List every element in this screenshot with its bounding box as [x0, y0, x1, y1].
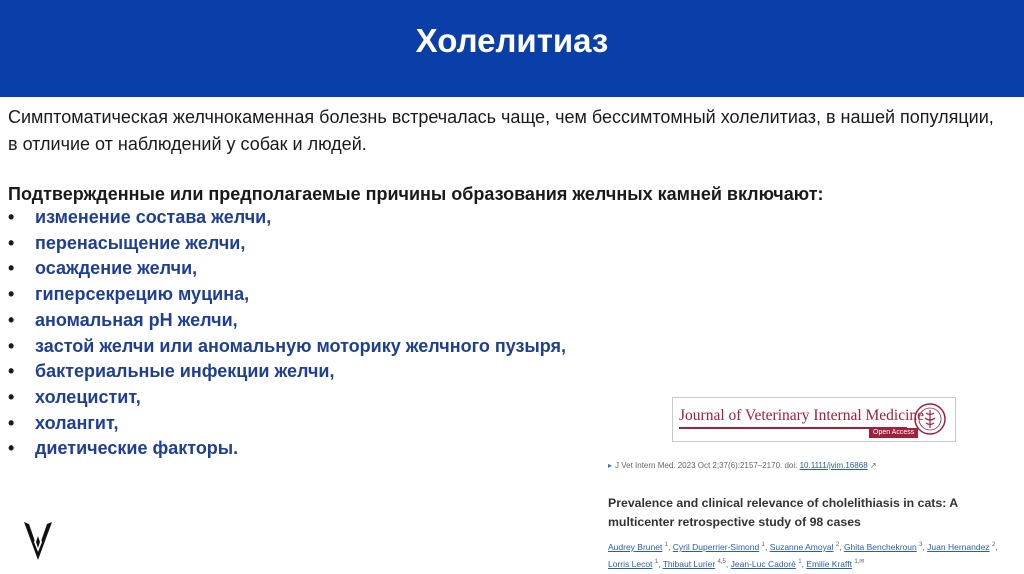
external-link-icon: ↗ — [869, 461, 877, 470]
author-entry — [731, 559, 802, 569]
cause-text: диетические факторы. — [35, 438, 239, 459]
bullet-icon: • — [8, 335, 15, 356]
journal-name: Journal of Veterinary Internal Medicine — [679, 407, 925, 424]
bullet-icon: • — [8, 361, 15, 382]
author-entry — [673, 542, 765, 552]
author-link[interactable]: Lorris Lecot — [608, 558, 653, 569]
bullet-icon: • — [8, 412, 15, 433]
bullet-icon: • — [8, 207, 15, 227]
bullet-icon: • — [8, 284, 15, 305]
author-entry — [844, 542, 923, 552]
author-affiliation: 1 — [664, 542, 669, 548]
cause-text: перенасыщение желчи, — [35, 232, 246, 253]
brand-logo-icon — [23, 518, 53, 562]
author-affiliation: 1,✉ — [854, 558, 865, 565]
author-link[interactable]: Jean-Luc Cadoré — [730, 558, 796, 569]
citation-arrow-icon: ▸ — [608, 461, 613, 470]
cause-item — [8, 334, 566, 360]
cause-text: гиперсекрецию муцина, — [35, 284, 250, 305]
author-link[interactable]: Ghita Benchekroun — [843, 541, 917, 552]
author-affiliation: 3 — [919, 542, 923, 548]
author-entry — [806, 559, 864, 569]
author-entry — [608, 542, 668, 552]
cause-text: бактериальные инфекции желчи, — [35, 361, 335, 382]
cause-text: осаждение желчи, — [35, 258, 198, 279]
cause-text: холангит, — [35, 412, 119, 433]
citation-text: J Vet Intern Med. 2023 Oct 2;37(6):2157–2170. doi: — [615, 461, 798, 470]
author-affiliation: 1 — [798, 558, 802, 565]
cause-item — [8, 282, 566, 308]
author-entry — [927, 542, 995, 552]
slide-title: Холелитиаз — [415, 22, 609, 59]
author-link[interactable]: Thibaut Lurier — [662, 558, 716, 569]
cause-text: застой желчи или аномальную моторику желчного пузыря, — [35, 335, 567, 356]
author-affiliation: 1 — [761, 542, 765, 548]
author-affiliation: 2 — [835, 542, 840, 548]
cause-item — [8, 205, 566, 231]
article-citation — [608, 461, 877, 470]
article-title: Prevalence and clinical relevance of cholelithiasis in cats: A multicenter retrospective study of 98 cases — [608, 496, 958, 529]
author-affiliation: 4,5 — [717, 558, 726, 565]
bullet-icon: • — [8, 232, 15, 253]
bullet-icon: • — [8, 438, 15, 459]
slide-header — [0, 0, 1024, 97]
author-link[interactable]: Emilie Krafft — [806, 558, 852, 569]
cause-text: изменение состава желчи, — [35, 207, 272, 227]
author-link[interactable]: Juan Hernandez — [927, 541, 990, 552]
author-affiliation: 2 — [991, 542, 996, 548]
cause-item — [8, 359, 566, 385]
cause-item — [8, 385, 566, 411]
open-access-badge: Open Access — [869, 428, 918, 438]
author-entry — [770, 542, 840, 552]
author-entry — [663, 559, 726, 569]
causes-list — [8, 205, 566, 462]
bullet-icon: • — [8, 258, 15, 279]
journal-seal-icon — [913, 402, 947, 436]
cause-text: аномальная pH желчи, — [35, 309, 238, 330]
cause-item — [8, 411, 566, 437]
cause-text: холецистит, — [35, 386, 141, 407]
author-affiliation: 1 — [654, 558, 659, 565]
bullet-icon: • — [8, 309, 15, 330]
bullet-icon: • — [8, 386, 15, 407]
causes-heading: Подтвержденные или предполагаемые причины образования желчных камней включают: — [8, 184, 824, 204]
intro-paragraph: Симптоматическая желчнокаменная болезнь встречалась чаще, чем бессимтомный холелитиаз, в нашей популяции, в отличие от наблюдений у собак и людей. — [8, 107, 994, 154]
author-link[interactable]: Audrey Brunet — [608, 541, 663, 552]
cause-item — [8, 231, 566, 257]
author-link[interactable]: Suzanne Amoyal — [769, 541, 834, 552]
doi-link[interactable]: 10.1111/jvim.16868 — [799, 461, 868, 470]
cause-item — [8, 436, 566, 462]
author-list: Audrey Brunet $^1$, Cyril Duperrier-Simond $^1$, Suzanne Amoyal $^2$, Ghita Benchekroun $^3$, Juan Hernandez $^2$, Lorris Lecot $^1$, Thibaut Lurier $^{4,5}$, Jean-Luc Cadoré $^1$, Emilie Krafft $^{1,✉}$ — [608, 541, 998, 569]
author-entry — [608, 559, 658, 569]
cause-item — [8, 308, 566, 334]
author-link[interactable]: Cyril Duperrier-Simond — [672, 541, 760, 552]
cause-item — [8, 256, 566, 282]
journal-banner — [672, 397, 956, 442]
